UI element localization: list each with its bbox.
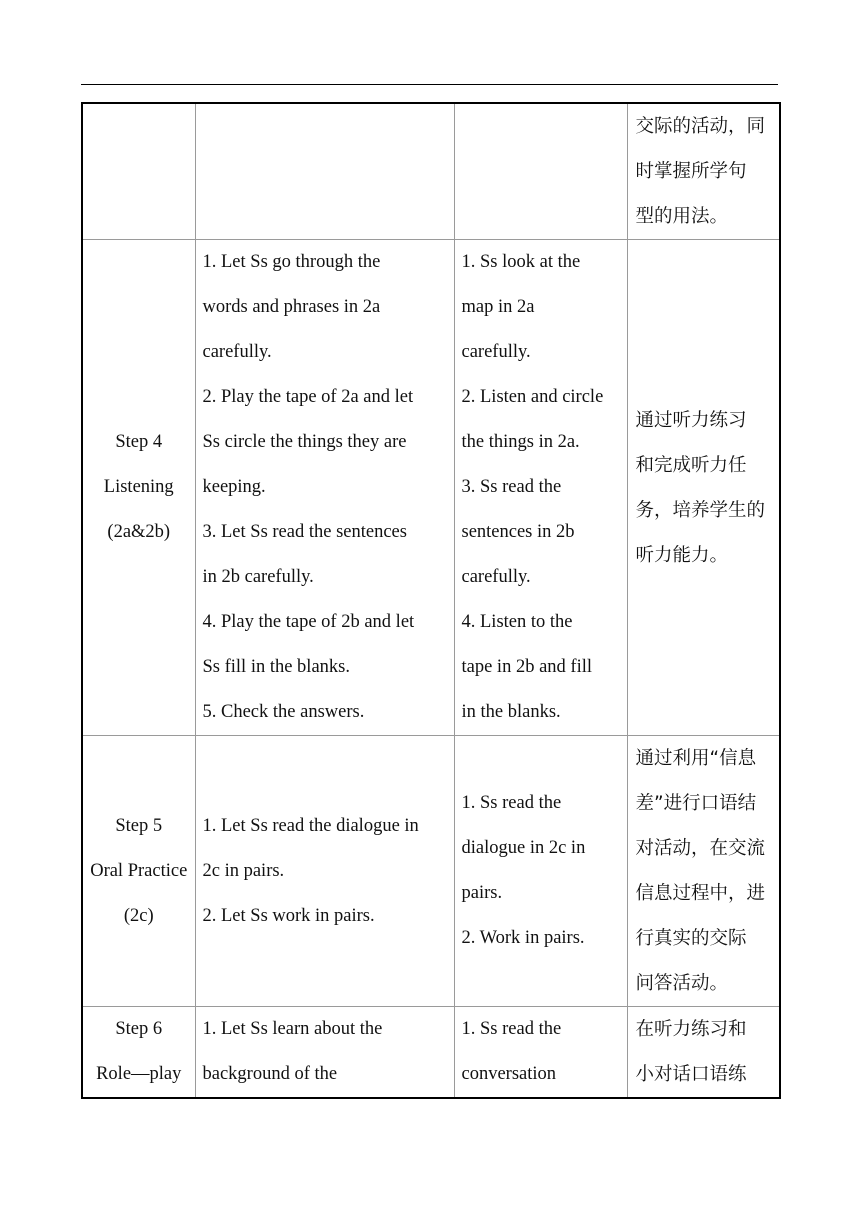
step-cell [82,1007,195,1099]
step-cell [82,736,195,1007]
purpose-line: 通过利用“信息 [635,748,757,769]
teacher-line: keeping. [202,477,266,497]
teacher-line: 2. Let Ss work in pairs. [202,905,375,926]
table-row [82,1007,780,1099]
student-line: in the blanks. [461,702,561,722]
teacher-line: background of the [202,1064,338,1084]
student-line: pairs. [461,883,503,903]
purpose-line: 听力能力。 [635,544,729,566]
teacher-line: 1. Let Ss read the dialogue in [202,815,419,836]
step-line: Oral Practice [90,860,188,881]
purpose-line: 在听力练习和 [635,1019,747,1040]
student-line: 4. Listen to the [461,612,573,632]
purpose-line: 务，培养学生的 [635,499,766,521]
step-line: Role—play [96,1064,182,1084]
table-row [82,736,780,1007]
teacher-line: Ss fill in the blanks. [202,657,350,677]
student-line: 3. Ss read the [461,477,562,497]
purpose-cell [627,240,780,736]
student-line: tape in 2b and fill [461,657,592,677]
student-line: carefully. [461,567,531,587]
teacher-activity-cell [195,240,454,736]
teacher-line: 2c in pairs. [202,860,285,881]
step-cell [82,240,195,736]
step-line: Step 5 [115,815,163,836]
teacher-line: 3. Let Ss read the sentences [202,522,407,542]
purpose-cell [627,736,780,1007]
table-row [82,103,780,240]
teacher-line: 5. Check the answers. [202,702,365,722]
student-line: dialogue in 2c in [461,838,586,858]
purpose-line: 行真实的交际 [635,928,747,949]
student-line: 1. Ss read the [461,793,562,813]
student-line: 2. Work in pairs. [461,928,585,948]
purpose-cell [627,103,780,240]
student-line: the things in 2a. [461,432,580,452]
step-line: Step 6 [115,1019,163,1039]
teacher-line: words and phrases in 2a [202,297,381,317]
teacher-activity-cell [195,1007,454,1099]
student-activity-cell [454,736,627,1007]
student-line: map in 2a [461,297,535,317]
teacher-line: 1. Let Ss learn about the [202,1019,383,1039]
step-line: Listening [103,477,174,497]
purpose-line: 通过听力练习 [635,409,747,431]
purpose-line: 和完成听力任 [635,454,747,476]
table-body [82,103,780,1098]
header-rule [81,84,778,85]
teacher-line: 1. Let Ss go through the [202,252,381,272]
student-line: sentences in 2b [461,522,575,542]
student-line: conversation [461,1064,557,1084]
teacher-line: 2. Play the tape of 2a and let [202,387,414,407]
purpose-line: 问答活动。 [635,973,729,994]
lesson-plan-table [81,102,781,1099]
teacher-line: Ss circle the things they are [202,432,407,452]
student-line: 1. Ss read the [461,1019,562,1039]
teacher-activity-cell [195,103,454,240]
purpose-line: 小对话口语练 [635,1064,747,1085]
purpose-line: 时掌握所学句 [635,161,747,182]
teacher-line: 4. Play the tape of 2b and let [202,612,415,632]
student-activity-cell [454,240,627,736]
purpose-line: 型的用法。 [635,206,729,227]
student-activity-cell [454,1007,627,1099]
teacher-activity-cell [195,736,454,1007]
purpose-line: 信息过程中，进 [635,883,766,904]
step-line: Step 4 [115,432,163,452]
student-line: 2. Listen and circle [461,387,604,407]
step-line: (2c) [123,905,154,926]
purpose-line: 交际的活动，同 [635,116,766,137]
student-line: carefully. [461,342,531,362]
step-line: (2a&2b) [107,522,171,542]
purpose-line: 差”进行口语结 [635,793,757,814]
step-cell [82,103,195,240]
student-line: 1. Ss look at the [461,252,581,272]
student-activity-cell [454,103,627,240]
table-row [82,240,780,736]
purpose-cell [627,1007,780,1099]
purpose-line: 对活动，在交流 [635,838,766,859]
teacher-line: in 2b carefully. [202,567,314,587]
teacher-line: carefully. [202,342,272,362]
